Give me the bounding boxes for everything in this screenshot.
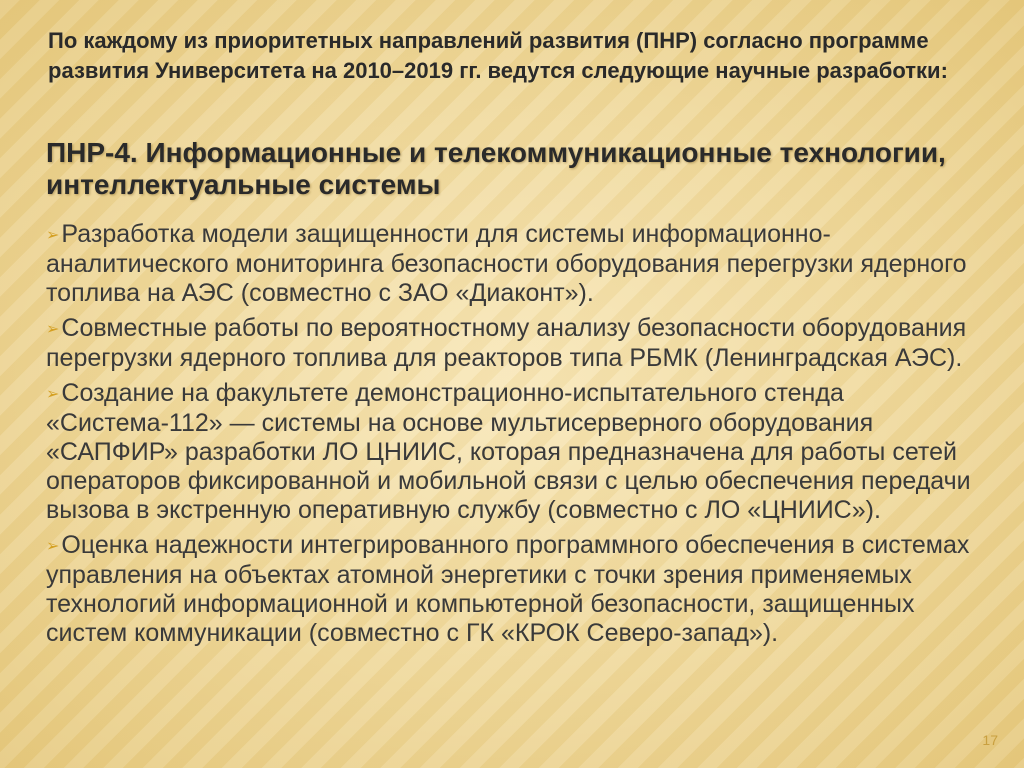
bullet-item: [46, 314, 996, 373]
arrow-bullet-icon: ➢: [46, 537, 60, 555]
intro-text: По каждому из приоритетных направлений развития (ПНР) согласно программе развития Университета на 2010–2019 гг. ведутся следующие научные разработки:: [48, 28, 948, 83]
bullet-text: Разработка модели защищенности для системы информационно-аналитического мониторинга безопасности оборудования перегрузки ядерного топлива на АЭС (совместно с ЗАО «Диаконт»).: [46, 220, 967, 307]
arrow-bullet-icon: ➢: [46, 320, 60, 338]
bullet-text: Совместные работы по вероятностному анализу безопасности оборудования перегрузки ядерного топлива для реакторов типа РБМК (Ленинградская АЭС).: [46, 313, 967, 372]
arrow-bullet-icon: ➢: [46, 226, 60, 244]
bullet-item: [46, 379, 996, 525]
bullet-item: [46, 531, 996, 648]
section-heading: ПНР-4. Информационные и телекоммуникационные технологии, интеллектуальные системы: [46, 137, 946, 200]
bullet-text: Создание на факультете демонстрационно-испытательного стенда «Система-112» — системы на основе мультисерверного оборудования «САПФИР» разработки ЛО ЦНИИС, которая предназначена для работы сетей операторов фиксированной и мобильной связи с целью обеспечения передачи вызова в экстренную оперативную службу (совместно с ЛО «ЦНИИС»).: [46, 378, 971, 524]
bullet-item: [46, 220, 996, 308]
arrow-bullet-icon: ➢: [46, 385, 60, 403]
page-number: 17: [982, 732, 998, 748]
bullet-text: Оценка надежности интегрированного программного обеспечения в системах управления на объектах атомной энергетики с точки зрения применяемых технологий информационной и компьютерной безопасности, защищенных систем коммуникации (совместно с ГК «КРОК Северо-запад»).: [46, 530, 970, 647]
bullet-list: [46, 220, 996, 654]
